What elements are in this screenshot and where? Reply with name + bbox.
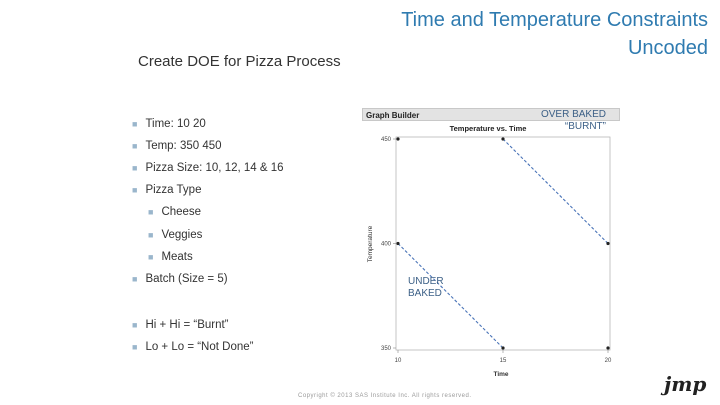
plot-frame (396, 137, 610, 350)
x-tick-label: 20 (604, 358, 612, 364)
slide-title-line1: Time and Temperature Constraints (401, 9, 708, 31)
y-axis (381, 137, 396, 352)
bullet-text: Cheese (161, 206, 202, 218)
bullet-icon: ■ (148, 207, 154, 217)
data-point (606, 346, 609, 349)
chart-title: Temperature vs. Time (449, 124, 527, 133)
bullet-item (132, 140, 222, 152)
bullet-item (132, 118, 206, 130)
bullet-text: Meats (161, 251, 193, 263)
sub-bullet-item (148, 229, 202, 241)
data-point (501, 346, 504, 349)
y-tick-label: 450 (380, 137, 391, 143)
x-axis (395, 350, 612, 364)
bullet-item (132, 162, 284, 174)
sub-bullet-item (148, 251, 193, 263)
data-point (396, 242, 399, 245)
under-baked-annotation: UNDER BAKED (408, 276, 444, 299)
x-axis-label: Time (493, 371, 509, 378)
bullet-text: Lo + Lo = “Not Done” (145, 341, 254, 353)
x-tick-label: 15 (499, 358, 507, 364)
bullet-item (132, 341, 253, 353)
copyright-footer: Copyright © 2013 SAS Institute Inc. All rights reserved. (298, 393, 472, 399)
bullet-text: Pizza Type (145, 184, 202, 196)
bullet-icon: ■ (132, 141, 138, 151)
bullet-icon: ■ (132, 163, 138, 173)
jmp-logo: jmp (664, 372, 707, 396)
x-tick-label: 10 (394, 358, 402, 364)
bullet-icon: ■ (132, 274, 138, 284)
bullet-text: Veggies (161, 229, 203, 241)
slide-title (288, 6, 708, 62)
y-tick-label: 350 (380, 346, 391, 352)
bullet-icon: ■ (132, 342, 138, 352)
bullet-icon: ■ (132, 185, 138, 195)
y-tick-label: 400 (380, 241, 391, 248)
bullet-icon: ■ (132, 320, 138, 330)
over-baked-annotation: OVER BAKED “BURNT” (540, 109, 606, 132)
bullet-item (132, 273, 228, 285)
bullet-icon: ■ (132, 119, 138, 129)
y-axis-label: Temperature (367, 225, 374, 263)
bullet-text: Hi + Hi = “Burnt” (145, 319, 229, 331)
bullet-item (132, 184, 201, 196)
temperature-time-chart (360, 122, 622, 380)
slide-title-line2: Uncoded (627, 37, 708, 59)
bullet-icon: ■ (148, 230, 154, 240)
data-point (396, 137, 399, 140)
bullet-text: Batch (Size = 5) (145, 273, 228, 285)
data-point (501, 137, 504, 140)
data-point (606, 242, 609, 245)
sub-bullet-item (148, 206, 201, 218)
bullet-text: Time: 10 20 (145, 118, 206, 130)
bullet-icon: ■ (148, 252, 154, 262)
bullet-text: Temp: 350 450 (145, 140, 222, 152)
graph-builder-header: Graph Builder (362, 108, 620, 121)
slide-subtitle: Create DOE for Pizza Process (138, 53, 341, 70)
bullet-item (132, 319, 229, 331)
bullet-text: Pizza Size: 10, 12, 14 & 16 (145, 162, 284, 174)
